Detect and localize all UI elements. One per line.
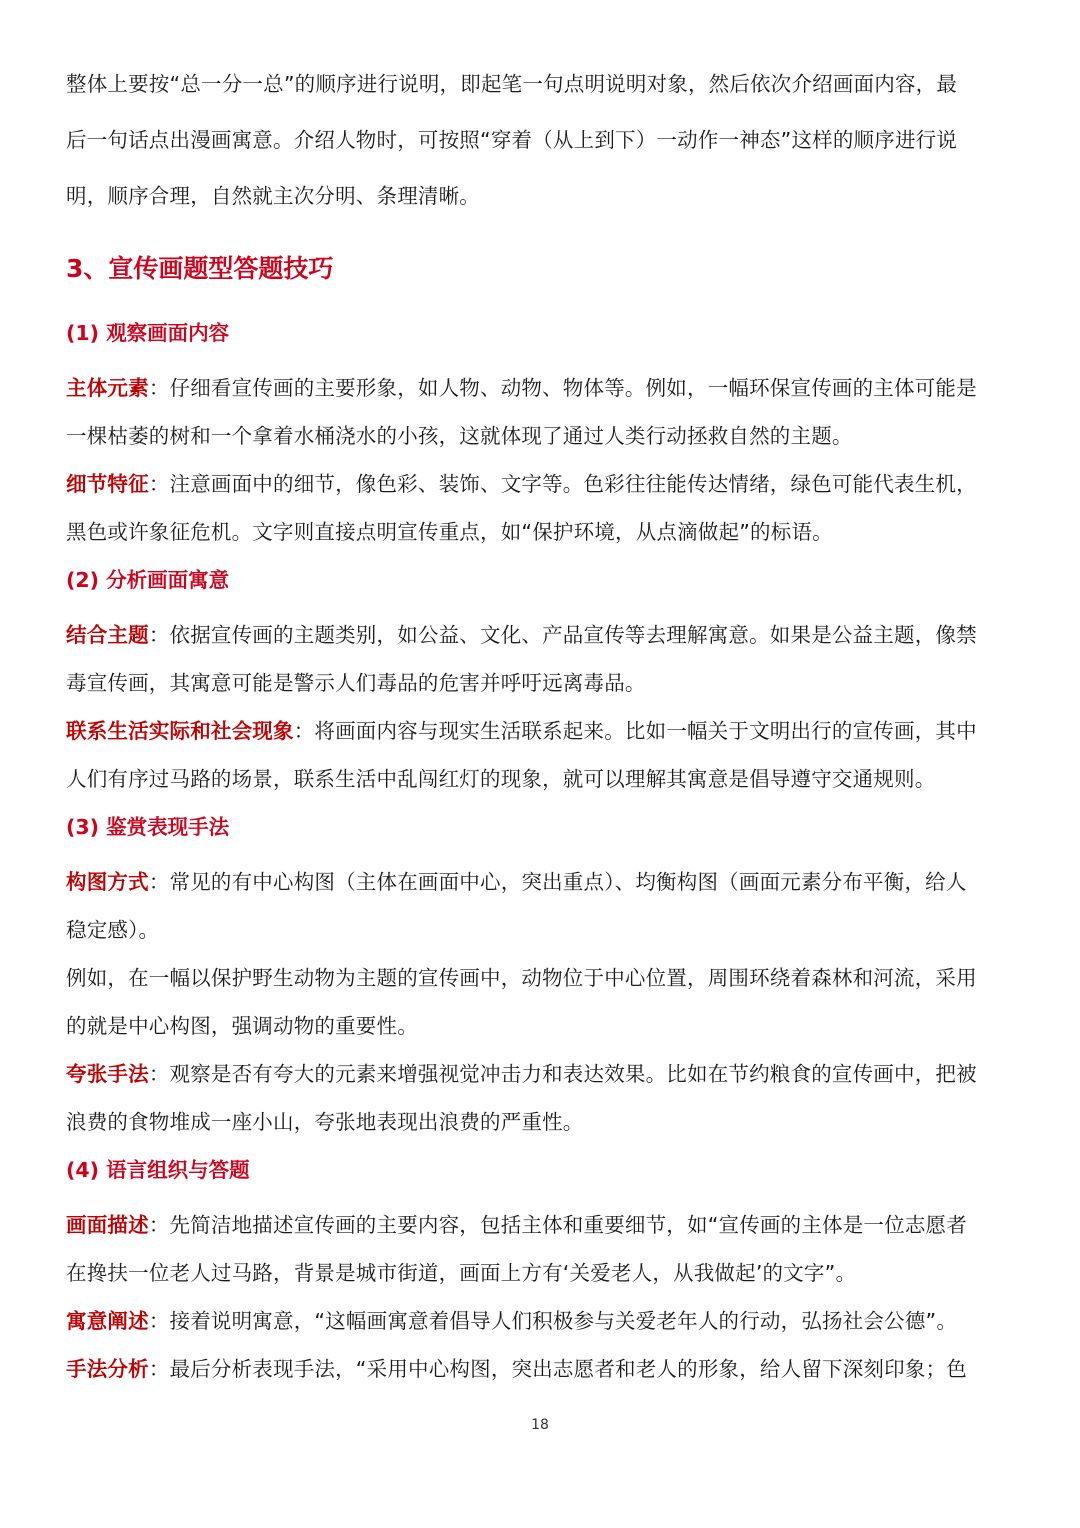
paragraph-line: 人们有序过马路的场景，联系生活中乱闯红灯的现象，就可以理解其寓意是倡导遵守交通规则。 <box>66 767 936 791</box>
sub-heading-4: (4) 语言组织与答题 <box>66 1158 250 1182</box>
term-label: 结合主题 <box>66 623 149 647</box>
term-label: 构图方式 <box>66 870 149 894</box>
paragraph <box>66 374 1016 403</box>
paragraph-line: 稳定感）。 <box>66 918 160 942</box>
paragraph <box>66 1307 1016 1336</box>
paragraph <box>66 621 1016 650</box>
intro-line-3: 明，顺序合理，自然就主次分明、条理清晰。 <box>66 184 480 208</box>
example-line-2: 的就是中心构图，强调动物的重要性。 <box>66 1014 418 1038</box>
paragraph-line: 浪费的食物堆成一座小山，夸张地表现出浪费的严重性。 <box>66 1110 584 1134</box>
term-label: 联系生活实际和社会现象 <box>66 719 294 743</box>
term-label: 主体元素 <box>66 376 149 400</box>
paragraph-text: ：最后分析表现手法，“采用中心构图，突出志愿者和老人的形象，给人留下深刻印象；色 <box>148 1357 967 1381</box>
sub-heading-3: (3) 鉴赏表现手法 <box>66 815 230 839</box>
sub-heading-1: (1) 观察画面内容 <box>66 321 230 345</box>
term-label: 画面描述 <box>66 1213 149 1237</box>
term-label: 寓意阐述 <box>66 1309 149 1333</box>
paragraph-line: 一棵枯萎的树和一个拿着水桶浇水的小孩，这就体现了通过人类行动拯救自然的主题。 <box>66 424 853 448</box>
page-number: 18 <box>531 1417 549 1433</box>
intro-line-2: 后一句话点出漫画寓意。介绍人物时，可按照“穿着（从上到下）一动作一神态”这样的顺序进行说 <box>66 128 958 152</box>
term-label: 手法分析 <box>66 1357 149 1381</box>
paragraph <box>66 1060 1016 1089</box>
document-page <box>66 60 1016 1384</box>
example-line-1: 例如，在一幅以保护野生动物为主题的宣传画中，动物位于中心位置，周围环绕着森林和河流，采用 <box>66 966 977 990</box>
paragraph-text: ：依据宣传画的主题类别，如公益、文化、产品宣传等去理解寓意。如果是公益主题，像禁 <box>148 623 977 647</box>
paragraph-text: ：先简洁地描述宣传画的主要内容，包括主体和重要细节，如“宣传画的主体是一位志愿者 <box>148 1213 967 1237</box>
section-heading: 3、宣传画题型答题技巧 <box>66 254 334 283</box>
paragraph <box>66 1211 1016 1240</box>
sub-heading-2: (2) 分析画面寓意 <box>66 568 230 592</box>
paragraph-text: ：将画面内容与现实生活联系起来。比如一幅关于文明出行的宣传画，其中 <box>293 719 977 743</box>
paragraph-text: ：观察是否有夸大的元素来增强视觉冲击力和表达效果。比如在节约粮食的宣传画中，把被 <box>148 1062 977 1086</box>
paragraph <box>66 717 1016 746</box>
paragraph-text: ：常见的有中心构图（主体在画面中心，突出重点）、均衡构图（画面元素分布平衡，给人 <box>148 870 967 894</box>
paragraph <box>66 868 1016 897</box>
paragraph <box>66 470 1016 499</box>
paragraph-line: 黑色或许象征危机。文字则直接点明宣传重点，如“保护环境，从点滴做起”的标语。 <box>66 520 833 544</box>
term-label: 细节特征 <box>66 472 149 496</box>
paragraph <box>66 1355 1016 1384</box>
term-label: 夸张手法 <box>66 1062 149 1086</box>
paragraph-line: 在搀扶一位老人过马路，背景是城市街道，画面上方有‘关爱老人，从我做起’的文字”。 <box>66 1261 857 1285</box>
paragraph-text: ：接着说明寓意，“这幅画寓意着倡导人们积极参与关爱老年人的行动，弘扬社会公德”。 <box>148 1309 958 1333</box>
paragraph-line: 毒宣传画，其寓意可能是警示人们毒品的危害并呼吁远离毒品。 <box>66 671 646 695</box>
paragraph-text: ：仔细看宣传画的主要形象，如人物、动物、物体等。例如，一幅环保宣传画的主体可能是 <box>148 376 977 400</box>
intro-line-1: 整体上要按“总一分一总”的顺序进行说明，即起笔一句点明说明对象，然后依次介绍画面内容，最 <box>66 72 958 96</box>
paragraph-text: ：注意画面中的细节，像色彩、装饰、文字等。色彩往往能传达情绪，绿色可能代表生机， <box>148 472 977 496</box>
